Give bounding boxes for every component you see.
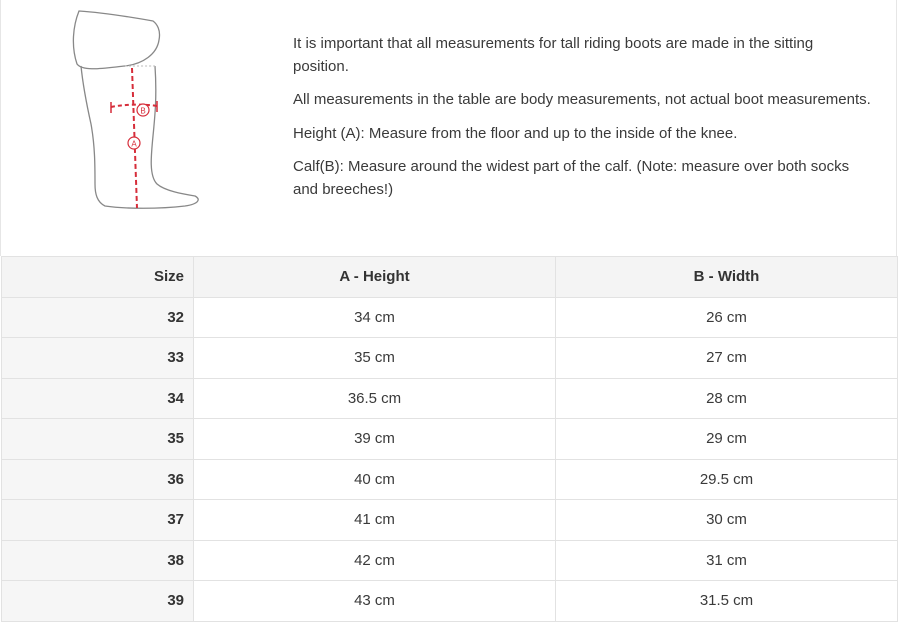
height-cell: 42 cm xyxy=(194,540,556,581)
size-cell: 37 xyxy=(2,500,194,541)
size-cell: 34 xyxy=(2,378,194,419)
height-cell: 36.5 cm xyxy=(194,378,556,419)
size-cell: 32 xyxy=(2,297,194,338)
table-row xyxy=(2,459,898,500)
height-cell: 35 cm xyxy=(194,338,556,379)
width-cell: 29 cm xyxy=(556,419,898,460)
table-row xyxy=(2,540,898,581)
table-header-row xyxy=(2,257,898,298)
instruction-height: Height (A): Measure from the floor and up to the inside of the knee. xyxy=(293,124,738,142)
table-row xyxy=(2,500,898,541)
instruction-body-measurements: All measurements in the table are body measurements, not actual boot measurements. xyxy=(293,91,871,108)
measurement-instructions xyxy=(293,33,873,212)
leg-outline xyxy=(73,11,159,69)
size-cell: 39 xyxy=(2,581,194,622)
leg-measurement-diagram xyxy=(65,6,210,214)
height-cell: 39 cm xyxy=(194,419,556,460)
size-cell: 36 xyxy=(2,459,194,500)
size-cell: 35 xyxy=(2,419,194,460)
width-cell: 31.5 cm xyxy=(556,581,898,622)
table-row xyxy=(2,419,898,460)
leg-outline-shin xyxy=(81,66,198,208)
label-a-text: A xyxy=(131,139,137,149)
height-cell: 40 cm xyxy=(194,459,556,500)
table-row xyxy=(2,297,898,338)
width-cell: 28 cm xyxy=(556,378,898,419)
width-cell: 31 cm xyxy=(556,540,898,581)
size-cell: 38 xyxy=(2,540,194,581)
instruction-sitting: It is important that all measurements for tall riding boots are made in the sitting position. xyxy=(293,35,814,75)
intro-section xyxy=(0,0,897,256)
height-cell: 41 cm xyxy=(194,500,556,541)
width-cell: 27 cm xyxy=(556,338,898,379)
table-row xyxy=(2,378,898,419)
height-cell: 34 cm xyxy=(194,297,556,338)
instruction-calf: Calf(B): Measure around the widest part of the calf. (Note: measure over both socks and breeches!) xyxy=(293,158,850,198)
header-width: B - Width xyxy=(556,257,898,298)
width-cell: 26 cm xyxy=(556,297,898,338)
size-cell: 33 xyxy=(2,338,194,379)
width-cell: 30 cm xyxy=(556,500,898,541)
table-row xyxy=(2,338,898,379)
width-cell: 29.5 cm xyxy=(556,459,898,500)
table-row xyxy=(2,581,898,622)
size-chart-table xyxy=(1,256,898,622)
header-height: A - Height xyxy=(194,257,556,298)
calf-line xyxy=(111,105,157,107)
header-size: Size xyxy=(2,257,194,298)
height-cell: 43 cm xyxy=(194,581,556,622)
label-b-text: B xyxy=(140,106,146,116)
